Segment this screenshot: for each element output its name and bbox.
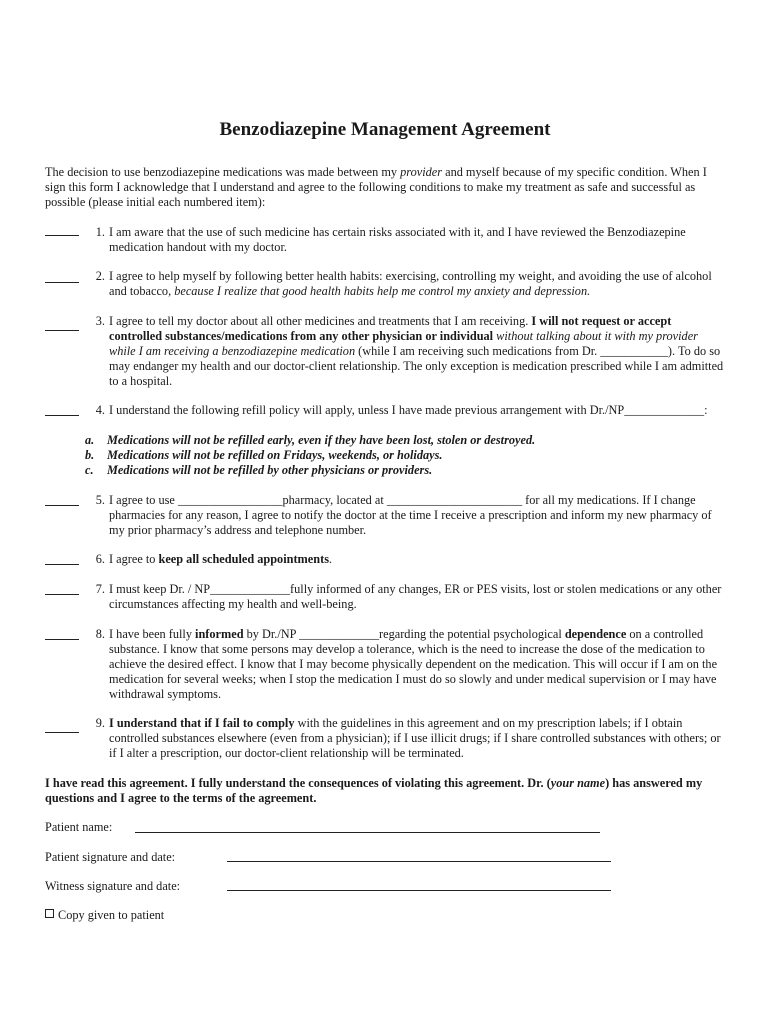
subitem-letter: a.: [85, 433, 95, 447]
copy-given-row: [45, 908, 164, 923]
item-text-bold: I will not request or accept controlled substances/medications from any other physician or individual: [109, 314, 672, 343]
closing-text-1: I have read this agreement. I fully understand the consequences of violating this agreement. Dr. (: [45, 776, 551, 790]
item-number: 3.: [95, 314, 105, 328]
item-text-bold-1: informed: [195, 627, 244, 641]
item-number: 6.: [95, 552, 105, 566]
item-number: 2.: [95, 269, 105, 283]
initial-blank-5[interactable]: [45, 505, 79, 506]
intro-paragraph: [45, 165, 725, 210]
initial-blank-9[interactable]: [45, 732, 79, 733]
item-text-bold-2: dependence: [564, 627, 627, 641]
initial-blank-7[interactable]: [45, 594, 79, 595]
closing-statement: [45, 776, 735, 806]
item-number: 5.: [95, 493, 105, 507]
subitem-text: Medications will not be refilled by other physicians or providers.: [107, 463, 433, 477]
initial-blank-2[interactable]: [45, 282, 79, 283]
patient-name-label: Patient name:: [45, 820, 113, 834]
initial-blank-4[interactable]: [45, 415, 79, 416]
copy-given-checkbox[interactable]: [45, 909, 54, 918]
copy-given-label: Copy given to patient: [58, 908, 165, 922]
refill-policy-a: [85, 433, 685, 448]
item-text-1: I agree to tell my doctor about all other medicines and treatments that I am receiving.: [109, 314, 532, 328]
witness-signature-label: Witness signature and date:: [45, 879, 181, 893]
item-text-plain: I agree to help myself by following better health habits: exercising, controlling my weight, and avoiding the use of alcohol and tobacco,: [109, 269, 712, 298]
item-text: I must keep Dr. / NP_____________fully informed of any changes, ER or PES visits, lost or stolen medications or any other circumstances affecting my health and well-being.: [109, 582, 722, 611]
patient-name-line[interactable]: [135, 832, 600, 833]
item-text-1: I agree to: [109, 552, 159, 566]
item-text-italic: without talking about it with my provider while I am receiving a benzodiazepine medication: [109, 329, 698, 358]
closing-text-2: ) has answered my questions and I agree to the terms of the agreement.: [45, 776, 703, 805]
item-text: [109, 627, 725, 702]
item-text: [109, 269, 725, 299]
item-text-italic: because I realize that good health habits help me control my anxiety and depression.: [174, 284, 591, 298]
item-text-bold: I understand that if I fail to comply: [109, 716, 295, 730]
intro-provider: provider: [400, 165, 443, 179]
item-text: I understand the following refill policy will apply, unless I have made previous arrangement with Dr./NP_____________:: [109, 403, 708, 417]
item-text: [109, 552, 725, 567]
initial-blank-6[interactable]: [45, 564, 79, 565]
intro-text-1: The decision to use benzodiazepine medications was made between my: [45, 165, 401, 179]
item-number: 9.: [95, 716, 105, 730]
subitem-text: Medications will not be refilled on Fridays, weekends, or holidays.: [107, 448, 443, 462]
item-text-1: I have been fully: [109, 627, 196, 641]
item-text-plain: with the guidelines in this agreement and on my prescription labels; if I obtain controlled substances elsewhere (even from a physician); if I use illicit drugs; if I share controlled substances with others; or if I alter a prescription, our doctor-client relationship will be terminated.: [109, 716, 721, 760]
closing-your-name: your name: [550, 776, 606, 790]
initial-blank-8[interactable]: [45, 639, 79, 640]
initial-blank-3[interactable]: [45, 330, 79, 331]
subitem-letter: b.: [85, 448, 95, 462]
item-number: 8.: [95, 627, 105, 641]
patient-signature-label: Patient signature and date:: [45, 850, 176, 864]
item-text-2: (while I am receiving such medications from Dr. ___________). To do so may endanger my health and our doctor-client relationship. The only exception is medication prescribed while I am admitted to a hospital.: [109, 344, 724, 388]
item-text-2: by Dr./NP _____________regarding the potential psychological: [243, 627, 565, 641]
item-text-bold: keep all scheduled appointments: [158, 552, 329, 566]
intro-text-2: and myself because of my specific condition. When I sign this form I acknowledge that I understand and agree to the following conditions to make my treatment as safe and successful as possible (please initial each numbered item):: [45, 165, 707, 209]
item-text: I agree to use _________________pharmacy, located at ______________________ for all my medications. If I change pharmacies for any reason, I agree to notify the doctor at the time I receive a prescription and inform my new pharmacy of my prior pharmacy’s address and telephone number.: [109, 493, 712, 537]
item-text: I am aware that the use of such medicine has certain risks associated with it, and I have reviewed the Benzodiazepine medication handout with my doctor.: [109, 225, 686, 254]
item-text: [109, 716, 725, 761]
item-number: 1.: [95, 225, 105, 239]
refill-policy-b: [85, 448, 685, 463]
item-number: 4.: [95, 403, 105, 417]
refill-policy-c: [85, 463, 685, 478]
subitem-text: Medications will not be refilled early, even if they have been lost, stolen or destroyed.: [107, 433, 536, 447]
item-text-2: .: [328, 552, 333, 566]
patient-signature-line[interactable]: [227, 861, 611, 862]
subitem-letter: c.: [85, 463, 94, 477]
witness-signature-line[interactable]: [227, 890, 611, 891]
item-text-3: on a controlled substance. I know that some persons may develop a tolerance, which is the need to increase the dose of the medication to achieve the desired effect. I know that I may become physically dependent on the medication. This will occur if I am on the medication for several weeks; when I stop the medication I must do so slowly and under medical supervision or I may have withdrawal symptoms.: [109, 627, 718, 701]
item-text: [109, 314, 725, 389]
item-number: 7.: [95, 582, 105, 596]
initial-blank-1[interactable]: [45, 235, 79, 236]
document-title: Benzodiazepine Management Agreement: [219, 119, 551, 140]
